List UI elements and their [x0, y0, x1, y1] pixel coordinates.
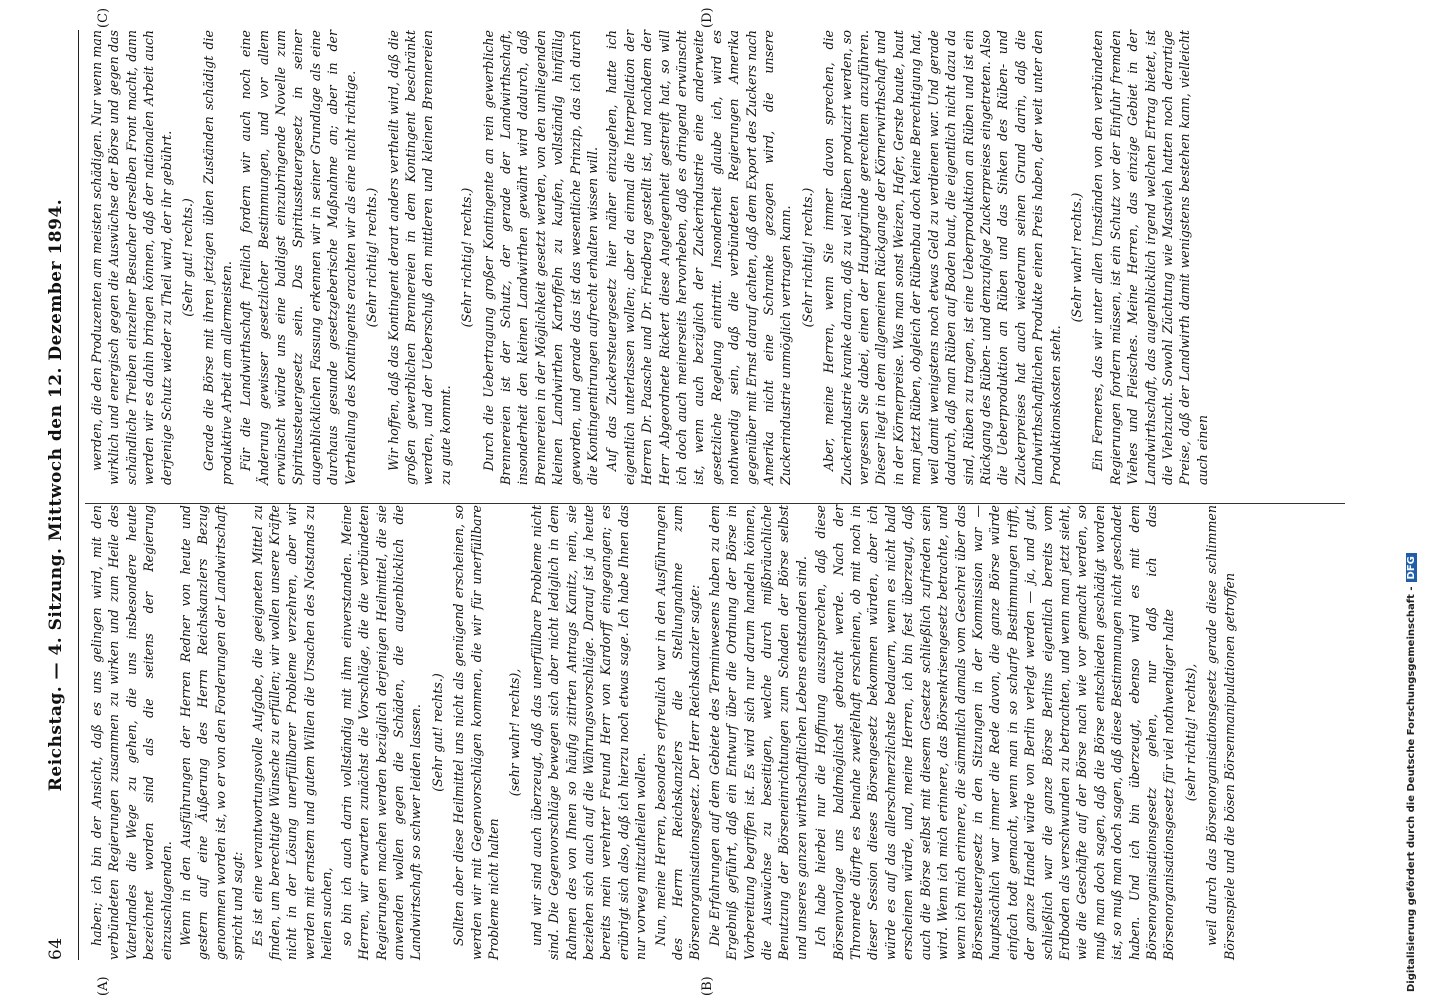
- paragraph: Aber, meine Herren, wenn Sie immer davon sprechen, die Zuckerindustrie kranke daran, daß zu viel Rüben produzirt werden, so vergessen Sie dabei, einen der Hauptgründe gerechtem anzuführen. Dieser liegt in dem allgemeinen Rückgange der Körnerwirthschaft und in der Körnerpreise. Was man sonst Weizen, Hafer, Gerste baute, baut man jetzt Rüben, obgleich der Rübenbau doch keine Berechtigung hat, weil damit wenigstens noch etwas Geld zu verdienen war. Und gerade dadurch, daß man Rüben auf Boden baut, die eigentlich nicht dazu da sind, Rüben zu tragen, ist eine Ueberproduktion an Rüben und ist ein Rückgang des Rüben- und demzufolge Zuckerpreises eingetreten. Also die Ueberproduktion an Rüben und das Sinken des Rüben- und Zuckerpreises hat auch wiederum seinen Grund darin, daß die landwirthschaftlichen Produkte einen Preis haben, der weit unter den Produktionskosten steht.: [821, 30, 1063, 485]
- paragraph: weil durch das Börsenorganisationsgesetz gerade diese schlimmen Börsenspiele und die bösen Börsenmanipulationen getroffen: [1204, 505, 1237, 960]
- paragraph: Sollten aber diese Heilmittel uns nicht als genügend erscheinen, so werden wir mit Gegenvorschlägen kommen, die wir für unerfüllbare Probleme nicht halten: [451, 505, 501, 960]
- paragraph: Für die Landwirthschaft freilich fordern wir auch noch eine Änderung gewisser gesetzlicher Bestimmungen, und vor allem erwünscht würde uns eine baldigst einzubringende Novelle zum Spiritussteuergesetz sein. Das Spiritussteuergesetz in seiner augenblicklichen Fassung erkennen wir in seiner Grundlage als eine durchaus gesunde gesetzgeberische Maßnahme an; aber in der Vertheilung des Kontingents erachten wir als eine nicht richtige.: [238, 30, 358, 485]
- interjection: (sehr richtig! rechts),: [1182, 663, 1198, 802]
- paragraph: Wenn in den Ausführungen der Herren Redner von heute und gestern auf eine Äußerung des Herrn Reichskanzlers Bezug genommen worden ist, wo er von den Forderungen der Landwirtschaft spricht und sagt:: [178, 505, 246, 960]
- paragraph: Durch die Uebertragung großer Kontingente an rein gewerbliche Brennereien ist der Schutz, der gerade der Landwirthschaft, insonderheit den kleinen Landwirthen gewährt wird dadurch, daß Brennereien in der Möglichkeit gesetzt werden, von den umliegenden kleinen Landwirthen Kartoffeln zu kaufen, vollständig hinfällig geworden, und gerade das ist das wesentliche Prinzip, das ich durch die Kontingentirungen aufrecht erhalten wissen will.: [480, 30, 600, 485]
- interjection: (sehr wahr! rechts),: [507, 668, 523, 797]
- digitization-credit: [1406, 553, 1417, 992]
- interjection: (Sehr richtig! rechts.): [364, 187, 380, 328]
- paragraph: werden, die den Produzenten am meisten schädigen. Nur wenn man wirklich und energisch gegen die Auswüchse der Börse und gegen das schändliche Treiben einzelner Besucher derselben Front macht, dann werden wir es dahin bringen können, daß der nationalen Arbeit auch derjenige Schutz wieder zu Theil wird, der ihr gebührt.: [89, 30, 174, 485]
- page-title: Reichstag. — 4. Sitzung. Mittwoch den 12. Dezember 1894.: [46, 198, 66, 792]
- quotation: Es ist eine verantwortungsvolle Aufgabe, die geeigneten Mittel zu finden, um berechtigte Wünsche zu erfüllen; wir wollen unsere Kräfte nicht in der Lösung unerfüllbarer Probleme verzehren, aber wir werden mit ernstem und gutem Willen die Ursachen des Notstands zu heilen suchen,: [249, 505, 335, 960]
- interjection: (Sehr richtig! rechts.): [799, 187, 815, 328]
- paragraph: Auf das Zuckersteuergesetz hier näher einzugehen, hatte ich eigentlich unterlassen wollen; aber da einmal die Interpellation der Herren Dr. Paasche und Dr. Friedberg gestellt ist, und nachdem der Herr Abgeordnete Rickert diese Angelegenheit gestreift hat, so will ich doch auch meinerseits hervorheben, daß es dringend erwünscht ist, wenn auch bezüglich der Zuckerindustrie eine anderweite gesetzliche Regelung eintritt. Insonderheit glaube ich, wird es nothwendig sein, daß die verbündeten Regierungen Amerika gegenüber mit Ernst darauf achten, daß dem Export des Zuckers nach Amerika nicht eine Schranke gezogen wird, die unsere Zuckerindustrie unmöglich vertragen kann.: [604, 30, 794, 485]
- paragraph: haben; ich bin der Ansicht, daß es uns gelingen wird, mit den verbündeten Regierungen zusammen zu wirken und zum Heile des Vaterlandes die Wege zu gehen, die uns insbesondere heute bezeichnet worden sind als die seitens der Regierung einzuschlagenden.: [89, 505, 174, 960]
- column-divider: [85, 503, 1345, 504]
- paragraph: Ich habe hierbei nur die Hoffnung auszusprechen, daß diese Börsenvorlage uns baldmöglichst gebracht werde. Nach der Thronrede dürfte es beinahe zweifelhaft erscheinen, ob mit noch in dieser Session dieses Börsengesetz bekommen würden, aber ich würde es auf das allerschmerzlichste bedauern, wenn es nicht bald erscheinen würde, und, meine Herren, ich bin fest überzeugt, daß auch die Börse selbst mit diesem Gesetze schließlich zufrieden sein wird. Wenn ich mich erinnere, das Börsenkrisengesetz betrachte, und wenn ich mich erinnere, die sämmtlich damals vom Geschrei über das Börsensteuergesetz in den Sitzungen in der Kommission war — hauptsächlich war immer die Rede davon, die ganze Börse würde einfach todt gemacht, wenn man in so scharfe Bestimmungen trifft, der ganze Handel würde von Berlin verlegt werden — ja, und gut, schließlich war die ganze Börse Berlins eigentlich bereits vom Erdboden als verschwunden zu betrachten, und wenn man jetzt sieht, wie die Geschäfte auf der Börse nach wie vor gemacht werden, so muß man doch sagen, daß die Börse entschieden geschädigt worden ist, so muß man doch sagen, daß diese Bestimmungen nicht geschadet haben. Und ich bin überzeugt, ebenso wird es mit dem Börsenorganisationsgesetz gehen, nur daß ich das Börsenorganisationsgesetz für viel nothwendiger halte: [813, 505, 1177, 960]
- page-number: 64: [46, 937, 66, 960]
- left-column: [88, 505, 1240, 960]
- margin-marker-b: (B): [700, 976, 715, 996]
- paragraph: und wir sind auch überzeugt, daß das unerfüllbare Probleme nicht sind. Die Gegenvorschläge bewegen sich aber nicht lediglich in dem Rahmen des von Ihnen so häufig zitirten Antrags Kanitz, nein, sie beziehen sich auch auf die Währungsvorschläge. Darauf ist ja heute bereits mein verehrter Freund Herr von Kardorff eingegangen; es erübrigt sich also, daß ich hierzu noch etwas sage. Ich habe Ihnen das nur vorweg mitzutheilen wollen.: [528, 505, 649, 960]
- paragraph: Wir hoffen, daß das Kontingent derart anders vertheilt wird, daß die großen gewerblichen Brennereien in dem Kontingent beschränkt werden, und der Ueberschuß den mittleren und kleinen Brennereien zu gute kommt.: [385, 30, 453, 485]
- header-rule: [78, 30, 79, 960]
- paragraph: so bin ich auch darin vollständig mit ihm einverstanden. Meine Herren, wir erwarten zunächst die Vorschläge, die die verbündeten Regierungen machen werden bezüglich derjenigen Heilmittel, die sie anwenden wollen gegen die Schäden, die augenblicklich die Landwirtschaft so schwer leiden lassen.: [338, 505, 424, 960]
- paragraph: Gerade die Börse mit ihren jetzigen üblen Zuständen schädigt die produktive Arbeit am allermeisten.: [201, 30, 234, 485]
- interjection: (Sehr gut! rechts.): [180, 198, 196, 317]
- quotation: Die Erfahrungen auf dem Gebiete des Terminwesens haben zu dem Ergebniß geführt, daß ein Entwurf über die Ordnung der Börse in Vorbereitung begriffen ist. Es wird sich nur darum handeln können, die Auswüchse zu beseitigen, welche durch mißbräuchliche Benutzung der Börseneinrichtungen zum Schaden der Börse selbst und unseres ganzen wirthschaftlichen Lebens entstanden sind.: [706, 505, 809, 960]
- interjection: (Sehr richtig! rechts.): [459, 187, 475, 328]
- margin-marker-c: (C): [96, 7, 111, 28]
- interjection: (Sehr wahr! rechts.): [1068, 192, 1084, 323]
- paragraph: Nun, meine Herren, besonders erfreulich war in den Ausführungen des Herrn Reichskanzlers die Stellungnahme zum Börsenorganisationsgesetz. Der Herr Reichskanzler sagte:: [652, 505, 703, 960]
- paragraph: Ein Ferneres, das wir unter allen Umständen von den verbündeten Regierungen fordern müssen, ist ein Schutz vor der Einfuhr fremden Viehes und Fleisches. Meine Herren, das einzige Gebiet in der Landwirthschaft, das augenblicklich irgend welchen Ertrag bietet, ist die Viehzucht. Sowohl Züchtung wie Mastvieh hatten noch derartige Preise, daß der Landwirth damit wenigstens bestehen kann, vielleicht auch einen: [1090, 30, 1210, 485]
- interjection: (Sehr gut! rechts.): [429, 673, 445, 792]
- right-column: [88, 30, 1213, 485]
- digitization-note: Digitalisierung gefördert durch die Deutsche Forschungsgemeinschaft -: [1406, 586, 1417, 992]
- margin-marker-d: (D): [700, 7, 715, 28]
- dfg-logo: DFG: [1406, 553, 1417, 582]
- margin-marker-a: (A): [96, 976, 111, 996]
- page-header: [46, 30, 76, 960]
